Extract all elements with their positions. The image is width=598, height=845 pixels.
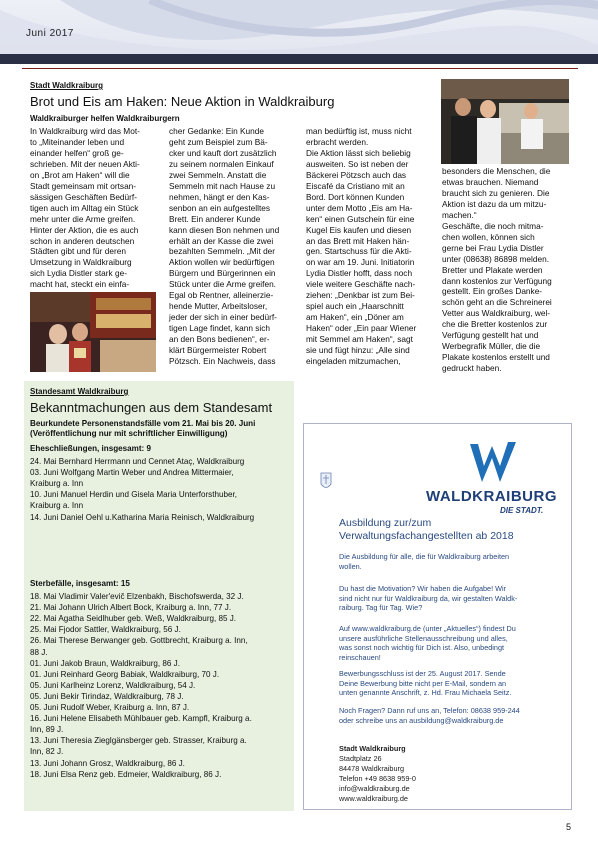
death-entry: 05. Juni Rudolf Weber, Kraiburg a. Inn, 87 J. <box>30 703 190 712</box>
article-line: cher Gedanke: Ein Kunde <box>169 126 265 136</box>
article-line: tigen Lage findet, kann sich <box>169 323 271 334</box>
article-line: braucht sich zu genieren. Die <box>442 187 550 198</box>
article-line: Bord. Dort können Kunden <box>306 191 405 202</box>
header-decoration <box>0 0 598 54</box>
death-entry: 21. Mai Johann Ulrich Albert Bock, Kraiburg a. Inn, 77 J. <box>30 603 232 613</box>
death-entry: 01. Juni Jakob Braun, Waldkraiburg, 86 J. <box>30 658 180 668</box>
article-line: Werbegrafik Müller, die die <box>442 341 541 352</box>
article-line: Kugel Eis kaufen und diesen <box>306 224 412 235</box>
death-entry: 05. Juni Bekir Tirindaz, Waldkraiburg, 78 J. <box>30 691 184 701</box>
standesamt-title: Bekanntmachungen aus dem Standesamt <box>30 400 273 415</box>
article-line: dann kostenlos zur Verfügung <box>442 275 552 286</box>
article-line: machen.“ <box>442 209 477 220</box>
article-line: Hinter der Aktion, die es auch <box>30 224 139 235</box>
article-column-2 <box>169 126 297 367</box>
article-line: unter dem Motto „Eis am Ha- <box>306 202 413 213</box>
article-line: mehr unter die Arme greifen. <box>30 213 136 224</box>
article-line: Bretter und Plakate werden <box>442 264 543 275</box>
article-line: sie und fügt hinzu: „Alle sind <box>306 345 410 356</box>
article-line: Aktion wollen wir bedürftigen <box>169 257 275 268</box>
article-line: unter (08638) 86898 melden. <box>442 253 550 264</box>
article-line: Haken“ oder „Ein paar Wiener <box>306 323 417 334</box>
death-entry: Inn, 89 J. <box>30 725 64 735</box>
article-line: ken“ einen Gutschein für eine <box>306 213 415 224</box>
ad-brand: WALDKRAIBURG <box>426 488 557 505</box>
article-line: viele weitere Geschäfte nach- <box>306 279 416 290</box>
article-line: gedruckt haben. <box>442 363 502 374</box>
ad-text-line: unten genannte Anschrift, z. Hd. Frau Michaela Seitz. <box>339 688 512 698</box>
article-line: Stadt gemeinsam mit ortsan- <box>30 180 137 191</box>
article-headline: Brot und Eis am Haken: Neue Aktion in Waldkraiburg <box>30 94 335 109</box>
ad-headline-1: Ausbildung zur/zum <box>339 517 432 529</box>
article-line: Stück unter die Arme greifen. <box>169 279 276 290</box>
article-line: gestellt. Ein großes Danke- <box>442 286 543 297</box>
death-entry: 05. Juni Karlheinz Lorenz, Waldkraiburg, 54 J. <box>30 680 196 690</box>
article-line: gerne bei Frau Lydia Distler <box>442 242 544 253</box>
ad-text-line: Die Ausbildung für alle, die für Waldkraiburg arbeiten <box>339 552 510 561</box>
death-entry: 13. Juni Johann Grosz, Waldkraiburg, 86 J. <box>30 758 185 768</box>
article-line: cker und kauft dort zusätzlich <box>169 147 277 158</box>
issue-month: Juni 2017 <box>26 28 74 39</box>
article-line: macht hat, steckt ein einfa- <box>30 279 130 290</box>
ad-contact-street: Stadtplatz 26 <box>339 754 382 763</box>
article-line: tigen auch im Alltag ein Stück <box>30 202 139 213</box>
ad-text-line: reinschauen! <box>339 652 381 662</box>
article-column-1 <box>30 126 157 290</box>
death-entry: Inn, 82 J. <box>30 747 64 757</box>
ad-text-line: sind nicht nur für Waldkraiburg da, wir gestalten Waldk- <box>339 593 518 603</box>
marriage-entry: 14. Juni Daniel Oehl u.Katharina Maria Reinisch, Waldkraiburg <box>30 512 255 522</box>
article-line: In Waldkraiburg wird das Mot- <box>30 126 140 136</box>
article-column-4 <box>442 166 569 374</box>
article-line: Brett. Ein anderer Kunde <box>169 213 261 224</box>
standesamt-box <box>24 381 294 811</box>
article-line: Egal ob Rentner, alleinerzie- <box>169 290 274 301</box>
article-line: schrieben. Mit der neuen Akti- <box>30 158 140 169</box>
ad-contact-name: Stadt Waldkraiburg <box>339 744 406 753</box>
ad-text-line: Bewerbungsschluss ist der 25. August 2017. Sende <box>339 669 506 678</box>
standesamt-intro-2: (Veröffentlichung nur mit schriftlicher Einwilligung) <box>30 429 228 438</box>
article-line: Geschäfte, die noch mitma- <box>442 220 544 231</box>
article-line: Plakate kostenlos erstellt und <box>442 352 550 363</box>
article-line: eingeladen mitzumachen, <box>306 356 401 367</box>
article-subhead: Waldkraiburger helfen Waldkraiburgern <box>30 114 180 123</box>
article-kicker: Stadt Waldkraiburg <box>30 81 104 90</box>
article-line: sich Lydia Distler stark ge- <box>30 268 127 279</box>
article-line: schön geht an die Schreinerei <box>442 297 552 308</box>
article-column-3 <box>306 126 434 367</box>
ad-contact-phone: Telefon +49 8638 959-0 <box>339 774 416 783</box>
article-line: an das Brett mit Haken hän- <box>306 235 410 246</box>
death-entry: 13. Juni Theresia Zieglgänsberger geb. Strasser, Kraiburg a. <box>30 736 247 746</box>
article-line: Vetter aus Waldkraiburg, wel- <box>442 308 551 319</box>
ad-text-line: Noch Fragen? Dann ruf uns an, Telefon: 08638 959-244 <box>339 706 520 715</box>
death-entry: 18. Juni Elsa Renz geb. Edmeier, Waldkraiburg, 86 J. <box>30 769 222 779</box>
marriage-entry: 24. Mai Bernhard Herrmann und Cennet Ataç, Waldkraiburg <box>30 457 245 466</box>
article-line: besonders die Menschen, die <box>442 166 551 176</box>
article-line: am Haken“, ein „Döner am <box>306 312 404 323</box>
article-line: ausweiten. So ist neben der <box>306 158 409 169</box>
article-line: geht zum Beispiel zum Bä- <box>169 136 268 147</box>
article-line: kann diesen Bon nehmen und <box>169 224 280 235</box>
article-line: jeder der sich in einer bedürf- <box>169 312 277 323</box>
ad-text-line: wollen. <box>339 561 362 571</box>
job-advertisement <box>303 423 572 810</box>
ad-text-line: Deine Bewerbung bitte nicht per E-Mail, sondern an <box>339 678 507 688</box>
deaths-heading: Sterbefälle, insgesamt: 15 <box>30 579 130 588</box>
article-line: man bedürftig ist, muss nicht <box>306 126 412 136</box>
death-entry: 01. Juni Reinhard Georg Babiak, Waldkraiburg, 70 J. <box>30 669 220 679</box>
article-line: mit Semmel am Haken“, sagt <box>306 334 413 345</box>
marriage-entry: Kraiburg a. Inn <box>30 479 84 489</box>
ad-tagline: DIE STADT. <box>500 506 544 515</box>
death-entry: 25. Mai Fjodor Sattler, Waldkraiburg, 56 J. <box>30 625 181 635</box>
icecafe-photo <box>441 79 569 164</box>
ad-text-line: raiburg. Tag für Tag. Wie? <box>339 603 423 613</box>
article-line: nehmen, hängt er den Kas- <box>169 191 270 202</box>
ad-text-line: oder schreibe uns an ausbildung@waldkraiburg.de <box>339 715 504 725</box>
article-line: Lydia Distler hofft, dass noch <box>306 268 413 279</box>
article-line: bezahlten Semmeln. „Mit der <box>169 246 276 257</box>
header-bar <box>0 54 598 64</box>
ad-text-line: Du hast die Motivation? Wir haben die Aufgabe! Wir <box>339 584 507 593</box>
ad-text-line: was sonst noch wichtig für Dich ist. Also, unbedingt <box>339 643 505 653</box>
article-line: Aktion ist dazu da um mitzu- <box>442 198 547 209</box>
article-line: zu seinem normalen Einkauf <box>169 158 274 169</box>
header-banner <box>0 0 598 54</box>
ad-contact-email[interactable]: info@waldkraiburg.de <box>339 784 410 793</box>
article-line: Pötzsch. Ein Nachweis, dass <box>169 356 276 367</box>
death-entry: 22. Mai Agatha Seidlhuber geb. Weß, Waldkraiburg, 85 J. <box>30 614 237 624</box>
standesamt-kicker: Standesamt Waldkraiburg <box>30 387 129 396</box>
article-line: on war am 19. Juni. Initiatorin <box>306 257 415 268</box>
article-line: Bäckerei Pötzsch auch das <box>306 169 407 180</box>
article-line: che die Bretter kostenlos zur <box>442 319 548 330</box>
article-line: senbon an ein aufgestelltes <box>169 202 271 213</box>
coat-of-arms-icon <box>320 472 332 492</box>
article-line: einander helfen“ groß ge- <box>30 147 124 158</box>
article-line: Umsetzung in Waldkraiburg <box>30 257 132 268</box>
article-line: gen. Startschuss für die Akti- <box>306 246 412 257</box>
waldkraiburg-logo-icon <box>464 438 524 488</box>
death-entry: 26. Mai Therese Berwanger geb. Gottbrecht, Kraiburg a. Inn, <box>30 636 248 646</box>
article-line: Semmeln mit nach Hause zu <box>169 180 276 191</box>
article-line: spiel auch ein „Haarschnitt <box>306 301 404 312</box>
article-line: on „Brot am Haken“ will die <box>30 169 130 180</box>
marriages-heading: Eheschließungen, insgesamt: 9 <box>30 444 151 453</box>
article-line: Verfügung gestellt hat und <box>442 330 539 341</box>
death-entry: 16. Juni Helene Elisabeth Mühlbauer geb. Kampfl, Kraiburg a. <box>30 714 252 724</box>
article-line: etwas brauchen. Niemand <box>442 176 539 187</box>
page-number: 5 <box>566 822 572 832</box>
ad-contact-website[interactable]: www.waldkraiburg.de <box>339 794 408 803</box>
marriage-entry: 03. Juni Wolfgang Martin Weber und Andrea Mittermaier, <box>30 468 234 478</box>
article-line: erhält an der Kasse die zwei <box>169 235 274 246</box>
article-line: an den Bons bedienen“, er- <box>169 334 270 345</box>
article-line: zwei Semmeln. Anstatt die <box>169 169 267 180</box>
marriage-entry: 10. Juni Manuel Herdin und Gisela Maria Unterforsthuber, <box>30 490 237 500</box>
article-line: schon in anderen deutschen <box>30 235 135 246</box>
article-line: ziehen: „Denkbar ist zum Bei- <box>306 290 415 301</box>
article-line: to „Miteinander leben und <box>30 136 125 147</box>
article-line: Eiscafé da Cristiano mit an <box>306 180 405 191</box>
standesamt-intro-1: Beurkundete Personenstandsfälle vom 21. Mai bis 20. Juni <box>30 419 256 428</box>
death-entry: 88 J. <box>30 647 48 657</box>
article-line: Bürgern und Bürgerinnen ein <box>169 268 276 279</box>
article-line: Die Aktion lässt sich beliebig <box>306 147 411 158</box>
divider <box>22 68 578 69</box>
bakery-photo <box>30 292 156 372</box>
ad-text-line: unsere ausführliche Stellenausschreibung und alles, <box>339 633 508 643</box>
death-entry: 18. Mai Vladimir Valer'evič Elzenbakh, Bischofswerda, 32 J. <box>30 592 244 601</box>
article-line: sässigen Geschäften Bedürf- <box>30 191 137 202</box>
article-line: chen wollen, können sich <box>442 231 535 242</box>
ad-text-line: Auf www.waldkraiburg.de (unter „Aktuelles“) findest Du <box>339 624 516 633</box>
article-line: erbracht werden. <box>306 136 369 147</box>
article-line: klärt Bürgermeister Robert <box>169 345 267 356</box>
article-line: hende Mutter, Arbeitsloser, <box>169 301 268 312</box>
marriage-entry: Kraiburg a. Inn <box>30 501 84 511</box>
article-line: Städten gibt und für deren <box>30 246 126 257</box>
ad-headline-2: Verwaltungsfachangestellten ab 2018 <box>339 530 514 542</box>
ad-contact-city: 84478 Waldkraiburg <box>339 764 405 773</box>
